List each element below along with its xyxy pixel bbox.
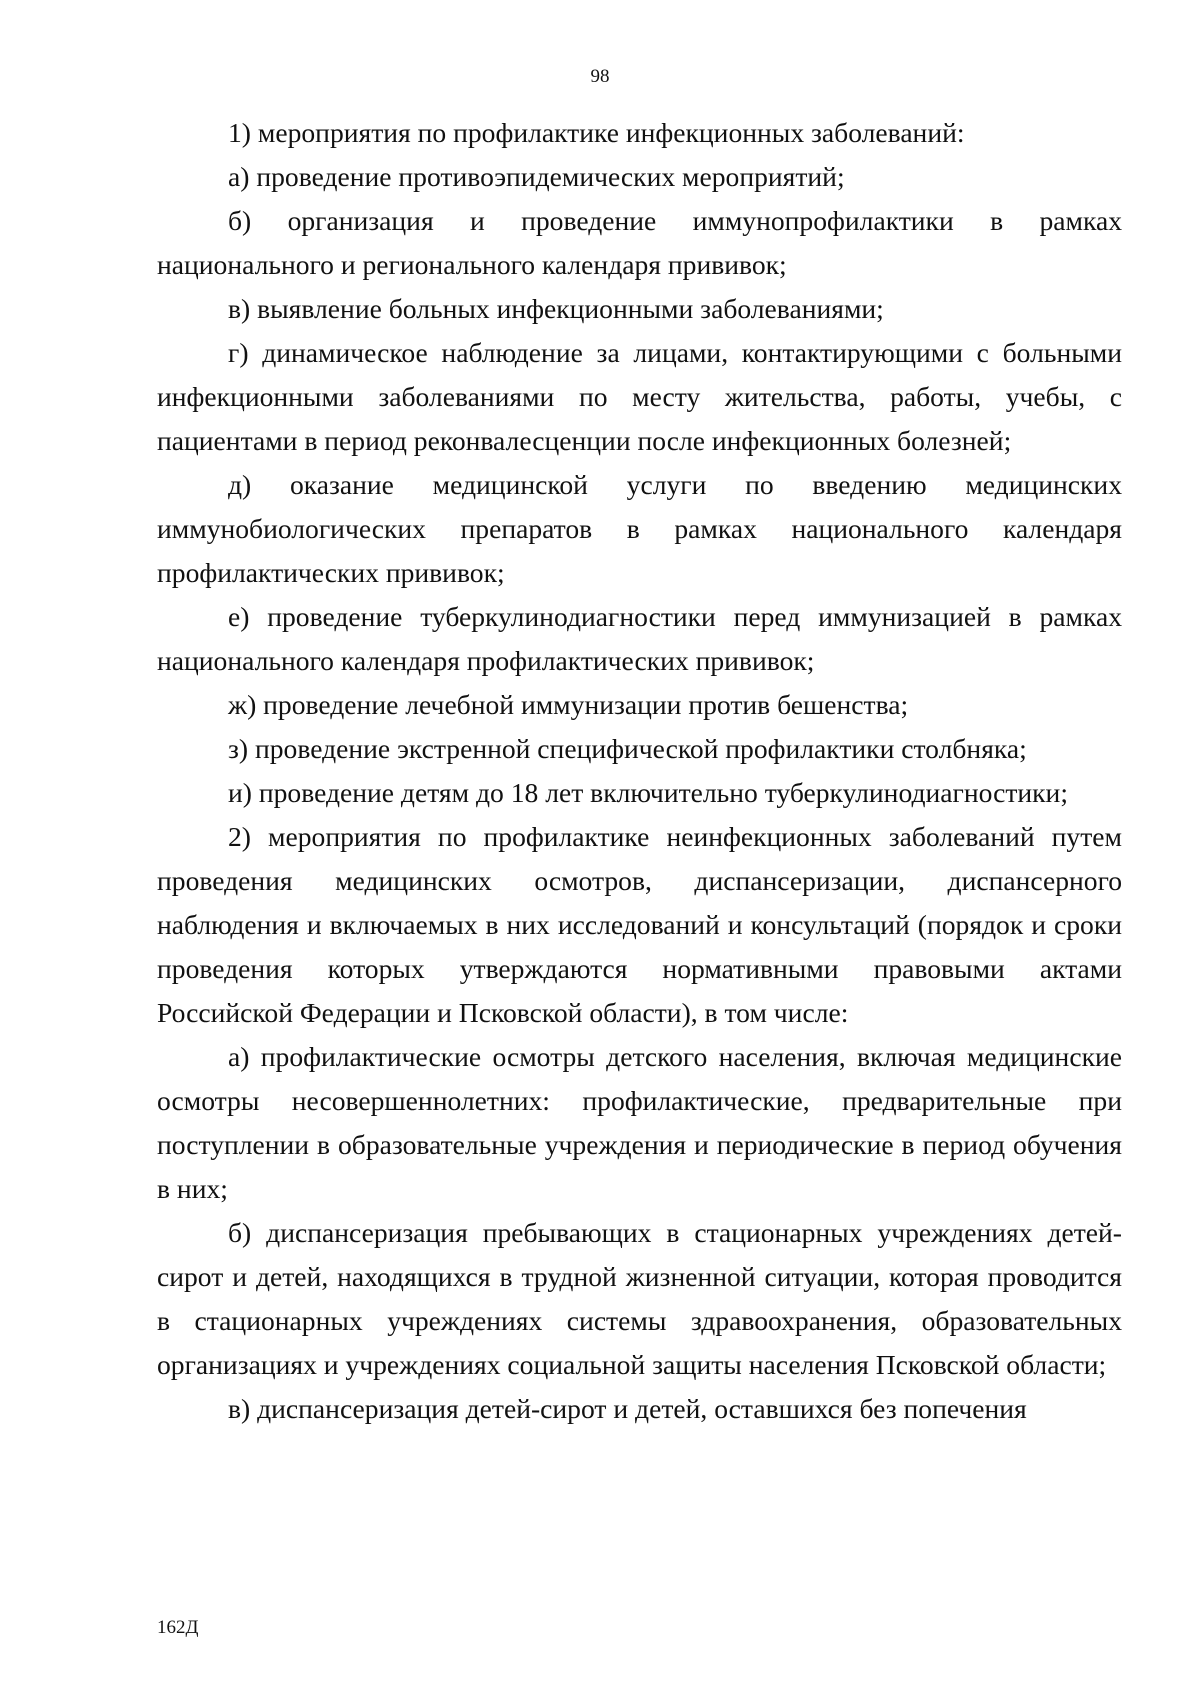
footer-code: 162Д	[157, 1617, 199, 1638]
page-number: 98	[590, 66, 610, 87]
paragraph: б) организация и проведение иммунопрофилактики в рамках национального и регионального календаря прививок;	[157, 205, 1122, 280]
paragraph: и) проведение детям до 18 лет включительно туберкулинодиагностики;	[228, 777, 1068, 808]
paragraph: а) проведение противоэпидемических мероприятий;	[228, 161, 845, 192]
paragraph: 2) мероприятия по профилактике неинфекционных заболеваний путем проведения медицинских осмотров, диспансеризации, диспансерного наблюдения и включаемых в них исследований и консультаций (порядок и сроки проведения которых утверждаются нормативными правовыми актами Российской Федерации и Псковской области), в том числе:	[157, 821, 1122, 1028]
paragraph: з) проведение экстренной специфической профилактики столбняка;	[228, 733, 1027, 764]
document-body	[157, 111, 1122, 1431]
paragraph: а) профилактические осмотры детского населения, включая медицинские осмотры несовершеннолетних: профилактические, предварительные при поступлении в образовательные учреждения и периодические в период обучения в них;	[157, 1041, 1122, 1204]
paragraph: б) диспансеризация пребывающих в стационарных учреждениях детей-сирот и детей, находящихся в трудной жизненной ситуации, которая проводится в стационарных учреждениях системы здравоохранения, образовательных организациях и учреждениях социальной защиты населения Псковской области;	[157, 1217, 1122, 1380]
paragraph: 1) мероприятия по профилактике инфекционных заболеваний:	[228, 117, 965, 148]
paragraph: ж) проведение лечебной иммунизации против бешенства;	[228, 689, 909, 720]
paragraph: в) диспансеризация детей-сирот и детей, оставшихся без попечения	[228, 1393, 1027, 1424]
paragraph: в) выявление больных инфекционными заболеваниями;	[228, 293, 884, 324]
paragraph: д) оказание медицинской услуги по введению медицинских иммунобиологических препаратов в рамках национального календаря профилактических прививок;	[157, 469, 1122, 588]
paragraph: г) динамическое наблюдение за лицами, контактирующими с больными инфекционными заболеваниями по месту жительства, работы, учебы, с пациентами в период реконвалесценции после инфекционных болезней;	[157, 337, 1122, 456]
paragraph: е) проведение туберкулинодиагностики перед иммунизацией в рамках национального календаря профилактических прививок;	[157, 601, 1122, 676]
